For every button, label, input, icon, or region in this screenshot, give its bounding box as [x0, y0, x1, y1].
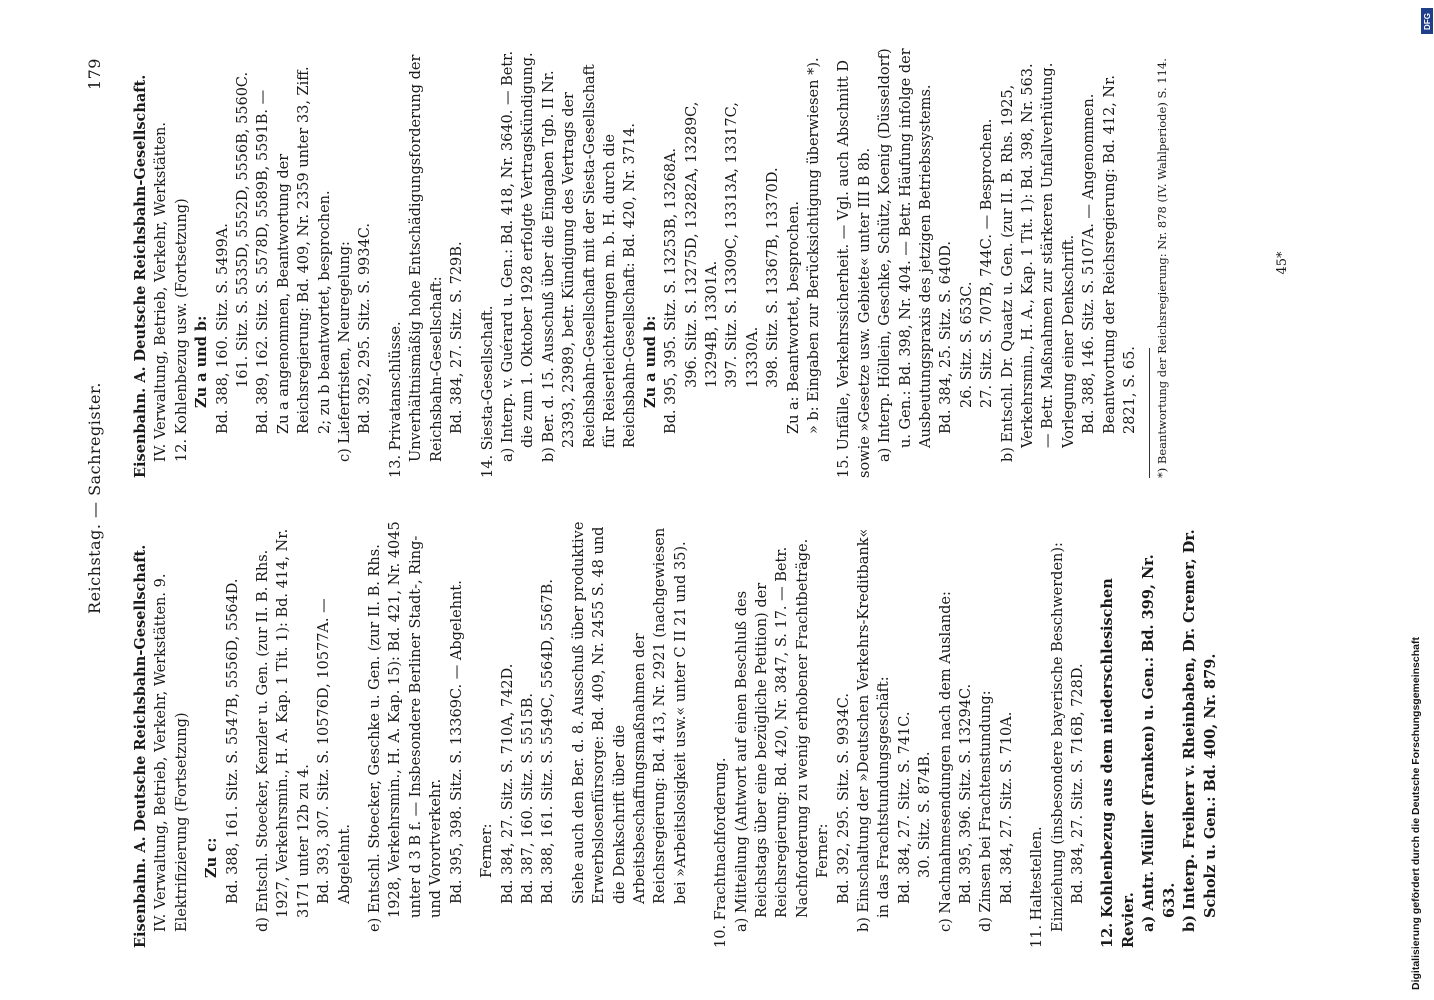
- spacer: [468, 48, 478, 478]
- index-entry: » b: Eingaben zur Berücksichtigung überwiesen *).: [806, 57, 822, 434]
- index-entry: Bd. 387, 160. Sitz. S. 5515B.: [519, 692, 536, 904]
- index-entry: 161. Sitz. S. 5535D, 5552D, 5556B, 5560C.: [235, 71, 252, 388]
- index-entry: 11. Haltestellen.: [1029, 826, 1046, 948]
- right-column: [131, 48, 1170, 478]
- index-entry: Zu c:: [203, 837, 221, 878]
- index-entry: Bd. 388, 160. Sitz. S. 5499A.: [214, 223, 231, 434]
- index-entry: Bd. 384, 25. Sitz. S. 640D.: [938, 240, 955, 434]
- index-entry: Einziehung (insbesondere bayerische Beschwerden):: [1049, 542, 1066, 932]
- spacer: [243, 518, 253, 948]
- index-entry: Ferner:: [815, 823, 832, 878]
- running-title: Reichstag. — Sachregister.: [85, 382, 104, 614]
- index-entry: b) Einschaltung der »Deutschen Verkehrs-Kreditbank« in das Frachtstundungsgeschäft:: [856, 528, 893, 932]
- index-entry: Bd. 392, 295. Sitz. S. 9934C.: [357, 223, 374, 434]
- page-number: 179: [85, 58, 104, 91]
- index-entry: 397. Sitz. S. 13309C, 13313A, 13317C, 13330A.: [724, 102, 761, 388]
- index-entry: Bd. 388, 161. Sitz. S. 5547B, 5556D, 5564D.: [224, 578, 241, 904]
- spacer: [355, 518, 365, 948]
- footnote-rule: [1149, 348, 1150, 478]
- index-entry: a) Interp. Höllein, Geschke, Schütz, Koenig (Düsseldorf) u. Gen.: Bd. 398, Nr. 404. — Betr. Häufung infolge der Ausbeutungspraxis des jetzigen Betriebssystems.: [877, 48, 935, 462]
- page-header: [85, 48, 115, 948]
- index-entry: Siehe auch den Ber. d. 8. Ausschuß über produktive Erwerbslosenfürsorge: Bd. 409, Nr. 2455 S. 48 und die Denkschrift über die Arbeitsbeschaffungsmaßnahmen der Reichsregierung: Bd. 413, Nr. 2921 (nachgewiesen bei »Arbeitslosigkeit usw.« unter C II 21 und 35).: [570, 521, 689, 904]
- spacer: [824, 48, 834, 478]
- index-entry: 13. Privatanschlüsse.: [387, 321, 404, 478]
- index-entry: 12. Kohlenbezug aus dem niederschlesischen Revier.: [1099, 578, 1137, 948]
- rotated-page: [85, 48, 1325, 948]
- index-entry: Zu a: Beantwortet, besprochen.: [785, 201, 802, 434]
- index-entry: d) Zinsen bei Frachtenstundung:: [978, 690, 995, 932]
- index-entry: 12. Kohlenbezug usw. (Fortsetzung): [173, 198, 190, 462]
- index-entry: e) Entschl. Stoecker, Geschke u. Gen. (zur II. B. Rhs. 1928, Verkehrsmin., H. A. Kap. 15): Bd. 421, Nr. 4045 unter d 3 B f. — Insbesondere Berliner Stadt-, Ring- und Vorortverkehr.: [367, 521, 445, 932]
- index-entry: IV. Verwaltung, Betrieb, Verkehr, Werkstätten. 9. Elektrifizierung (Fortsetzung): [153, 573, 190, 932]
- index-entry: Beantwortung der Reichsregierung: Bd. 412, Nr. 2821, S. 65.: [1101, 74, 1139, 434]
- index-entry: Unverhältnismäßig hohe Entschädigungsforderung der Reichsbahn-Gesellschaft:: [408, 54, 445, 462]
- dfg-logo: [1421, 8, 1433, 34]
- signature-mark: 45*: [1275, 251, 1290, 275]
- index-entry: Zu a und b:: [193, 315, 211, 408]
- index-entry: d) Entschl. Stoecker, Kenzler u. Gen. (zur II. B. Rhs. 1927, Verkehrsmin., H. A. Kap. 1 Tit. 1): Bd. 414, Nr. 3171 unter 12b zu 4.: [255, 528, 312, 932]
- index-entry: Eisenbahn. A. Deutsche Reichsbahn-Gesellschaft.: [132, 544, 149, 948]
- index-entry: 398. Sitz. S. 13367B, 13370D.: [765, 167, 782, 388]
- index-entry: 27. Sitz. S. 707B, 744C. — Besprochen.: [979, 118, 996, 408]
- index-entry: Bd. 392, 295. Sitz. S. 9934C.: [835, 693, 852, 904]
- spacer: [691, 518, 711, 948]
- index-entry: Bd. 384, 27. Sitz. S. 741C.: [896, 711, 913, 904]
- index-entry: a) Interp. v. Guérard u. Gen.: Bd. 418, Nr. 3640. — Betr. die zum 1. Oktober 1928 erfolgte Vertragskündigung.: [499, 50, 537, 462]
- spacer: [376, 48, 386, 478]
- index-entry: a) Mitteilung (Antwort auf einen Beschluß des Reichstags über eine bezügliche Petition) der Reichsregierung: Bd. 420, Nr. 3847, S. 17. — Betr. Nachforderung zu wenig erhobener Frachtbeträge.: [733, 538, 811, 932]
- spacer: [559, 518, 569, 948]
- index-entry: Bd. 395, 395. Sitz. S. 13253B, 13268A.: [663, 147, 680, 434]
- index-entry: a) Antr. Müller (Franken) u. Gen.: Bd. 399, Nr. 633.: [1140, 554, 1178, 932]
- index-entry: Bd. 388, 146. Sitz. S. 5107A. — Angenommen.: [1081, 93, 1098, 434]
- index-entry: 396. Sitz. S. 13275D, 13282A, 13289C, 13294B, 13301A.: [683, 101, 720, 388]
- index-entry: *) Beantwortung der Reichsregierung: Nr. 878 (IV. Wahlperiode) S. 114.: [1154, 58, 1169, 478]
- index-entry: Eisenbahn. A. Deutsche Reichsbahn-Gesellschaft.: [132, 74, 149, 478]
- index-entry: 15. Unfälle, Verkehrssicherheit. — Vgl. auch Abschnitt D sowie »Gesetze usw. Gebiete« unter III B 8b.: [836, 60, 873, 478]
- index-entry: Bd. 395, 396. Sitz. S. 13294C.: [958, 683, 975, 904]
- index-entry: IV. Verwaltung, Betrieb, Verkehr, Werkstätten.: [153, 122, 170, 462]
- index-entry: b) Entschl. Dr. Quaatz u. Gen. (zur II. B. Rhs. 1925, Verkehrsmin., H. A., Kap. 1 Tit. 1): Bd. 398, Nr. 563. — Betr. Maßnahmen zur stärkeren Unfallverhütung. Vorlegung einer Denkschrift.: [999, 62, 1077, 462]
- spacer: [1088, 518, 1098, 948]
- spacer: [1017, 518, 1027, 948]
- index-entry: Zu a und b:: [641, 315, 659, 408]
- index-entry: 10. Frachtnachforderung.: [713, 757, 730, 948]
- index-entry: Bd. 389, 162. Sitz. S. 5578D, 5589B, 5591B. —: [255, 89, 272, 434]
- index-entry: Bd. 384, 27. Sitz. S. 710A.: [998, 711, 1015, 904]
- index-entry: Bd. 384, 27. Sitz. S. 716B, 728D.: [1070, 663, 1087, 904]
- index-entry: c) Lieferfristen, Neuregelung:: [337, 241, 354, 462]
- index-entry: b) Interp. Freiherr v. Rheinbaben, Dr. Cremer, Dr. Scholz u. Gen.: Bd. 400, Nr. 879.: [1181, 529, 1219, 932]
- index-entry: 30. Sitz. S. 874B.: [917, 751, 934, 878]
- index-entry: Bd. 384, 27. Sitz. S. 710A, 742D.: [499, 663, 516, 904]
- index-entry: Bd. 393, 307. Sitz. S. 10576D, 10577A. — Abgelehnt.: [316, 598, 353, 904]
- index-entry: Bd. 388, 161. Sitz. S. 5549C, 5564D, 5567B.: [540, 579, 557, 904]
- index-entry: 26. Sitz. S. 653C.: [958, 281, 975, 408]
- left-column: [131, 518, 1221, 948]
- index-entry: Bd. 395, 398. Sitz. S. 13369C. — Abgelehnt.: [448, 580, 465, 904]
- digitization-credit: Digitalisierung gefördert durch die Deutsche Forschungsgemeinschaft: [1410, 637, 1422, 990]
- index-entry: Zu a angenommen, Beantwortung der Reichsregierung: Bd. 409, Nr. 2359 unter 33, Ziff. 2; zu b beantwortet, besprochen.: [275, 66, 333, 434]
- index-entry: Bd. 384, 27. Sitz. S. 729B.: [449, 241, 466, 434]
- dfg-logo-text: DFG: [1422, 12, 1432, 30]
- index-entry: Ferner:: [479, 823, 496, 878]
- spacer: [192, 518, 202, 948]
- spacer: [467, 518, 477, 948]
- index-entry: 14. Siesta-Gesellschaft.: [479, 305, 496, 478]
- index-entry: c) Nachnahmesendungen nach dem Auslande:: [937, 591, 954, 932]
- index-entry: b) Ber. d. 15. Ausschuß über die Eingaben Tgb. II Nr. 23393, 23989, betr. Kündigung des Vertrags der Reichsbahn-Gesellschaft mit der Siesta-Gesellschaft für Reiserleichterungen m. b. H. durch die Reichsbahn-Gesellschaft: Bd. 420, Nr. 3714.: [540, 64, 639, 462]
